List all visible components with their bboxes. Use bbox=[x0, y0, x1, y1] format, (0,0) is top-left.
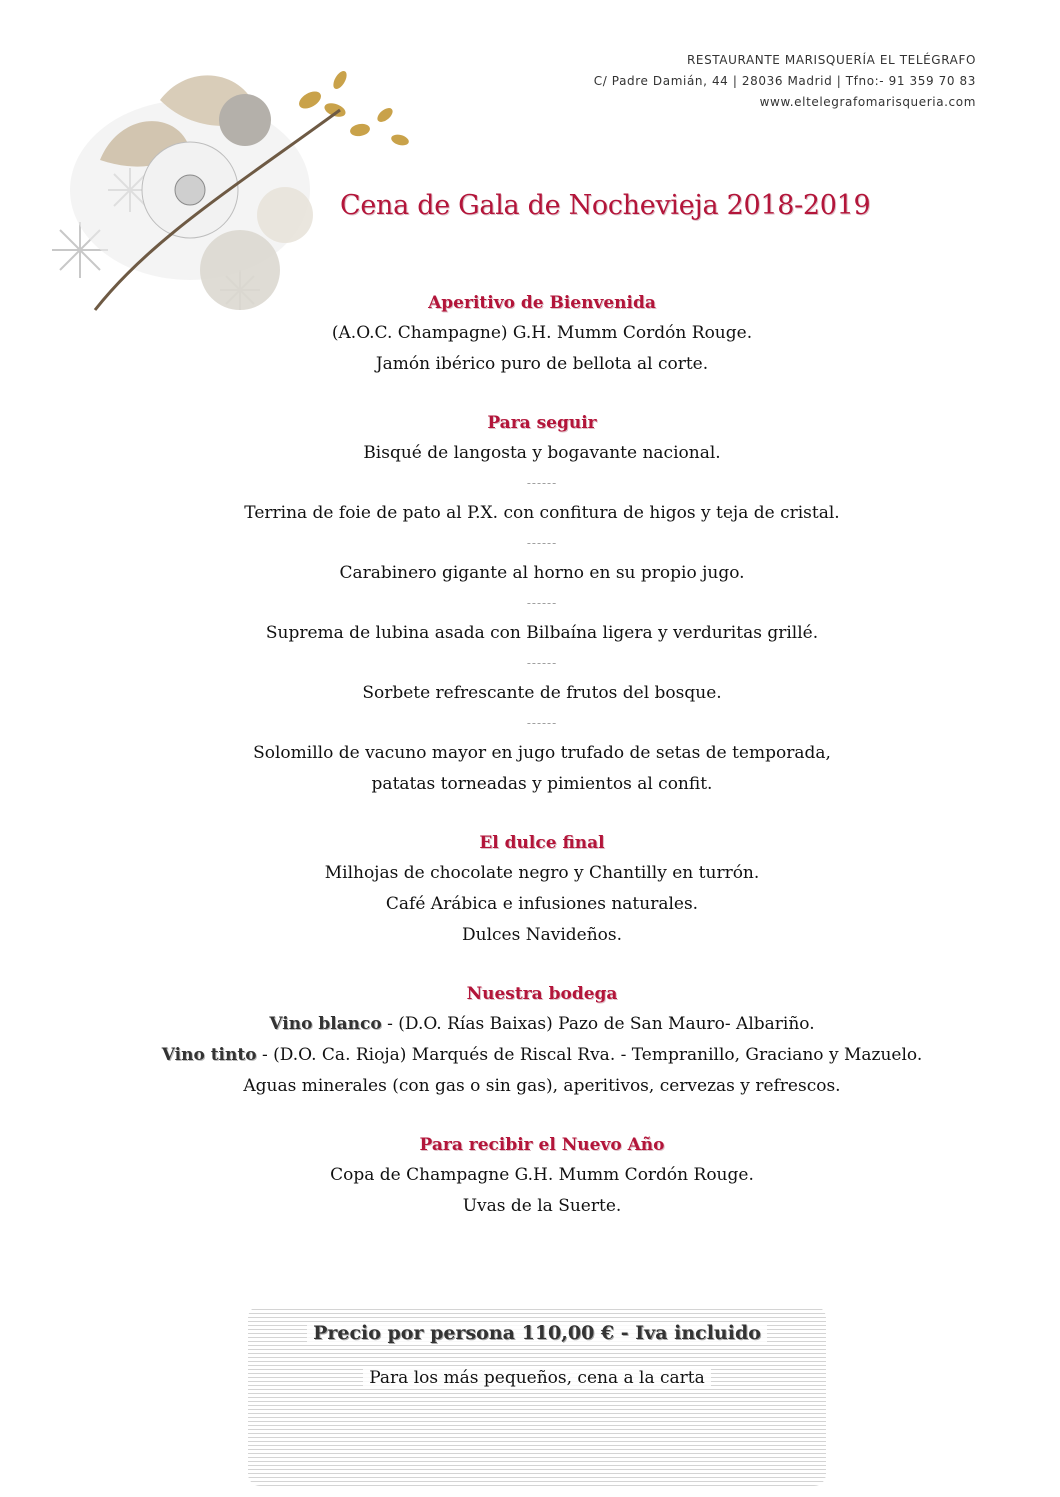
kids-note: Para los más pequeños, cena a la carta bbox=[363, 1368, 711, 1388]
separator: ------ bbox=[526, 596, 558, 610]
menu-body bbox=[0, 288, 1060, 1250]
menu-item: Jamón ibérico puro de bellota al corte. bbox=[375, 354, 709, 374]
menu-item: Milhojas de chocolate negro y Chantilly en turrón. bbox=[324, 863, 760, 883]
separator: ------ bbox=[526, 656, 558, 670]
menu-item: Aguas minerales (con gas o sin gas), aperitivos, cervezas y refrescos. bbox=[243, 1076, 841, 1096]
wine-red-label: Vino tinto bbox=[161, 1045, 257, 1065]
section-title: Para recibir el Nuevo Año bbox=[419, 1135, 665, 1155]
price-box bbox=[248, 1306, 826, 1486]
menu-item: patatas torneadas y pimientos al confit. bbox=[371, 774, 713, 794]
section-nuevo-anio bbox=[0, 1130, 1060, 1222]
section-bodega bbox=[0, 979, 1060, 1102]
menu-title: Cena de Gala de Nochevieja 2018-2019 bbox=[340, 190, 871, 221]
separator: ------ bbox=[526, 716, 558, 730]
restaurant-header bbox=[594, 50, 976, 113]
menu-item: Solomillo de vacuno mayor en jugo trufado de setas de temporada, bbox=[253, 743, 831, 763]
section-para-seguir bbox=[0, 408, 1060, 800]
section-dulce-final bbox=[0, 828, 1060, 951]
separator: ------ bbox=[526, 536, 558, 550]
wine-red bbox=[0, 1040, 1060, 1071]
menu-item: Copa de Champagne G.H. Mumm Cordón Rouge. bbox=[330, 1165, 754, 1185]
wine-white-text: - (D.O. Rías Baixas) Pazo de San Mauro- Albariño. bbox=[381, 1014, 815, 1034]
menu-item: (A.O.C. Champagne) G.H. Mumm Cordón Rouge. bbox=[331, 323, 753, 343]
menu-item: Dulces Navideños. bbox=[461, 925, 623, 945]
menu-item: Terrina de foie de pato al P.X. con confitura de higos y teja de cristal. bbox=[244, 503, 840, 523]
menu-item: Bisqué de langosta y bogavante nacional. bbox=[363, 443, 721, 463]
restaurant-website: www.eltelegrafomarisqueria.com bbox=[759, 95, 976, 109]
menu-item: Carabinero gigante al horno en su propio jugo. bbox=[339, 563, 745, 583]
wine-white bbox=[0, 1009, 1060, 1040]
wine-white-label: Vino blanco bbox=[269, 1014, 382, 1034]
wine-red-text: - (D.O. Ca. Rioja) Marqués de Riscal Rva. - Tempranillo, Graciano y Mazuelo. bbox=[256, 1045, 923, 1065]
section-aperitivo bbox=[0, 288, 1060, 380]
section-title: Para seguir bbox=[487, 413, 597, 433]
section-title: El dulce final bbox=[479, 833, 605, 853]
menu-item: Suprema de lubina asada con Bilbaína ligera y verduritas grillé. bbox=[265, 623, 819, 643]
price-text: Precio por persona 110,00 € - Iva incluido bbox=[307, 1322, 767, 1344]
section-title: Nuestra bodega bbox=[466, 984, 618, 1004]
separator: ------ bbox=[526, 476, 558, 490]
restaurant-name: RESTAURANTE MARISQUERÍA EL TELÉGRAFO bbox=[686, 53, 976, 67]
menu-item: Uvas de la Suerte. bbox=[462, 1196, 622, 1216]
menu-item: Café Arábica e infusiones naturales. bbox=[385, 894, 699, 914]
section-title: Aperitivo de Bienvenida bbox=[428, 293, 656, 313]
restaurant-address: C/ Padre Damián, 44 | 28036 Madrid | Tfno:- 91 359 70 83 bbox=[593, 74, 976, 88]
menu-item: Sorbete refrescante de frutos del bosque. bbox=[362, 683, 722, 703]
